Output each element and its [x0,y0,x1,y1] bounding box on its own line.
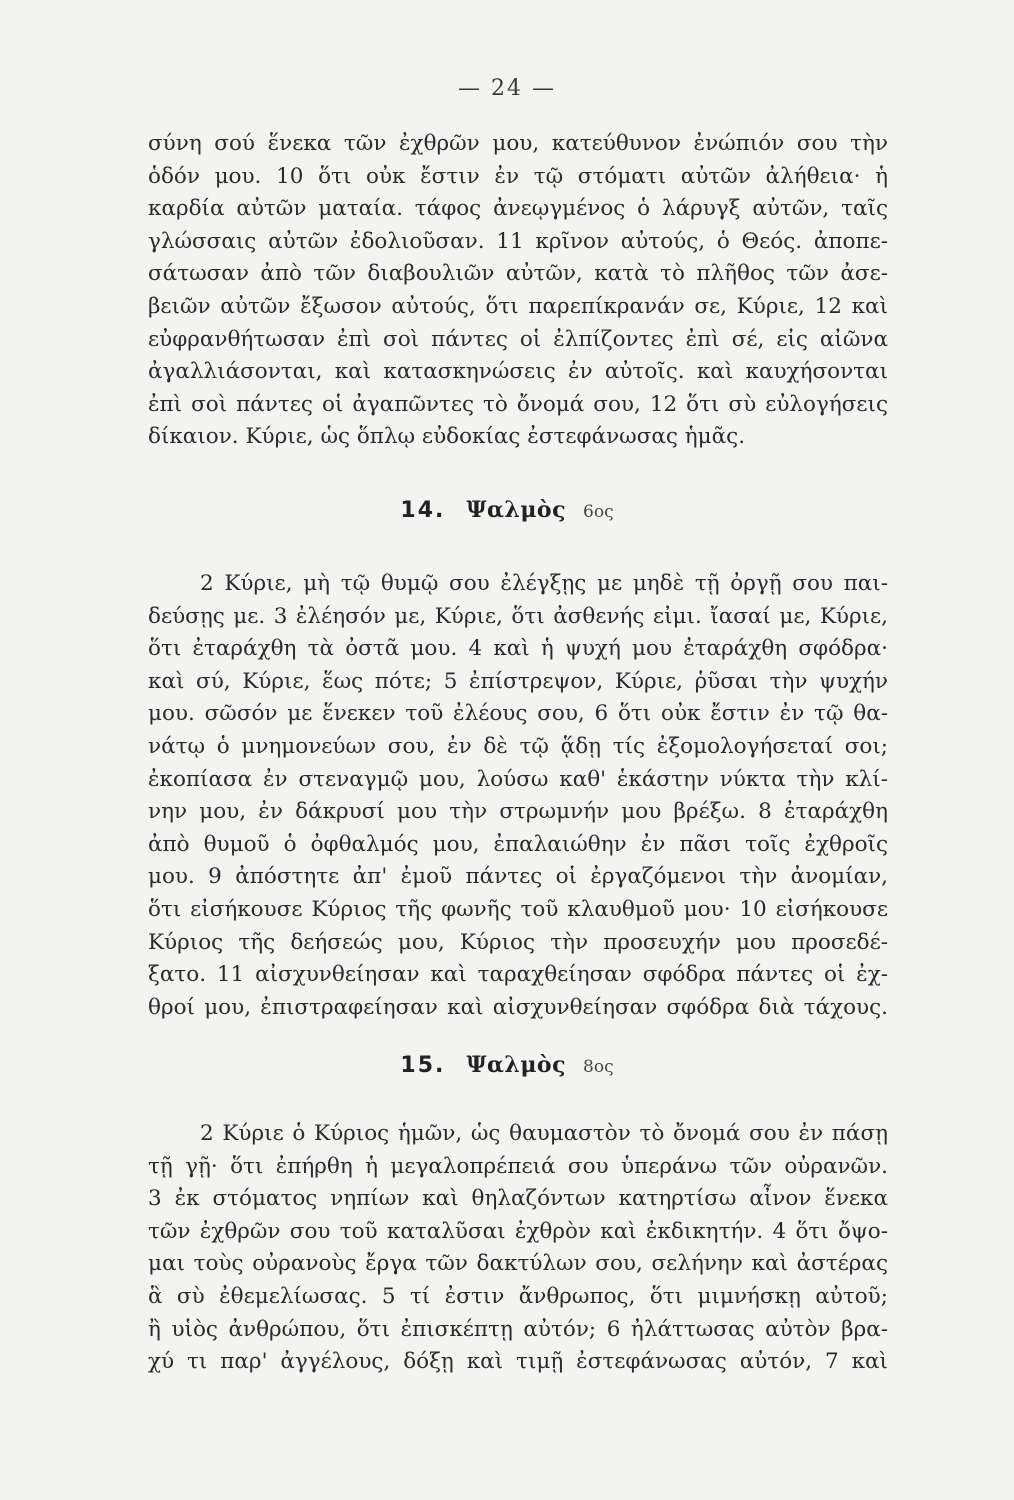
text-line: ἐκοπίασα ἐν στεναγμῷ μου, λούσω καθ' ἑκάστην νύκτα τὴν κλί- [148,766,888,792]
text-line: γλώσσαις αὐτῶν ἐδολιοῦσαν. 11 κρῖνον αὐτούς, ὁ Θεός. ἀποπε- [148,228,888,254]
section-heading-15 [0,1052,1014,1078]
section-number: 14. [400,498,446,523]
text-line: δίκαιον. Κύριε, ὡς ὅπλῳ εὐδοκίας ἐστεφάνωσας ἡμᾶς. [148,424,746,450]
text-line: ἃ σὺ ἐθεμελίωσας. 5 τί ἐστιν ἄνθρωπος, ὅτι μιμνήσκῃ αὐτοῦ; [148,1283,888,1309]
text-line: ὅτι ἐταράχθη τὰ ὀστᾶ μου. 4 καὶ ἡ ψυχή μου ἐταράχθη σφόδρα· [148,636,888,662]
text-line: εὐφρανθήτωσαν ἐπὶ σοὶ πάντες οἱ ἐλπίζοντες ἐπὶ σέ, εἰς αἰῶνα [148,326,888,352]
text-line: σάτωσαν ἀπὸ τῶν διαβουλιῶν αὐτῶν, κατὰ τὸ πλῆθος τῶν ἀσε- [148,261,888,287]
text-line: ἀπὸ θυμοῦ ὁ ὀφθαλμός μου, ἐπαλαιώθην ἐν πᾶσι τοῖς ἐχθροῖς [148,831,888,857]
text-line: ὅτι εἰσήκουσε Κύριος τῆς φωνῆς τοῦ κλαυθμοῦ μου· 10 εἰσήκουσε [148,896,888,922]
text-line: 2 Κύριε ὁ Κύριος ἡμῶν, ὡς θαυμαστὸν τὸ ὄνομά σου ἐν πάσῃ [200,1121,888,1146]
text-line: δεύσῃς με. 3 ἐλέησόν με, Κύριε, ὅτι ἀσθενής εἰμι. ἴασαί με, Κύριε, [148,603,888,629]
section-title: Ψαλμὸς [466,497,567,523]
text-line: νην μου, ἐν δάκρυσί μου τὴν στρωμνήν μου βρέξω. 8 ἐταράχθη [148,799,888,825]
text-line: καὶ σύ, Κύριε, ἕως πότε; 5 ἐπίστρεψον, Κύριε, ῥῦσαι τὴν ψυχήν [148,668,888,694]
section-ordinal: 8ος [583,1057,614,1077]
text-line: ἐπὶ σοὶ πάντες οἱ ἀγαπῶντες τὸ ὄνομά σου, 12 ὅτι σὺ εὐλογήσεις [148,391,888,417]
text-line: ἢ υἱὸς ἀνθρώπου, ὅτι ἐπισκέπτῃ αὐτόν; 6 ἠλάττωσας αὐτὸν βρα- [148,1316,888,1342]
text-line: τῇ γῇ· ὅτι ἐπήρθη ἡ μεγαλοπρέπειά σου ὑπεράνω τῶν οὐρανῶν. [148,1153,888,1179]
text-block-psalm-8 [148,1118,888,1379]
text-line: 3 ἐκ στόματος νηπίων καὶ θηλαζόντων κατηρτίσω αἶνον ἕνεκα [148,1186,888,1212]
text-line: χύ τι παρ' ἀγγέλους, δόξῃ καὶ τιμῇ ἐστεφάνωσας αὐτόν, 7 καὶ [148,1349,888,1375]
text-block-psalm-6 [148,568,888,1024]
page-number: — 24 — [458,76,556,101]
text-line: θροί μου, ἐπιστραφείησαν καὶ αἰσχυνθείησαν σφόδρα διὰ τάχους. [148,994,888,1020]
text-line: μου. σῶσόν με ἕνεκεν τοῦ ἐλέους σου, 6 ὅτι οὐκ ἔστιν ἐν τῷ θα- [148,701,888,727]
text-line: τῶν ἐχθρῶν σου τοῦ καταλῦσαι ἐχθρὸν καὶ ἐκδικητήν. 4 ὅτι ὄψο- [148,1218,888,1244]
text-line: νάτῳ ὁ μνημονεύων σου, ἐν δὲ τῷ ᾅδῃ τίς ἐξομολογήσεταί σοι; [148,733,888,759]
section-ordinal: 6ος [583,502,614,522]
text-block-psalm-5-end [148,128,888,454]
section-title: Ψαλμὸς [466,1052,567,1078]
text-line: Κύριος τῆς δεήσεώς μου, Κύριος τὴν προσευχήν μου προσεδέ- [148,929,888,955]
section-heading-14 [0,497,1014,523]
text-line: μου. 9 ἀπόστητε ἀπ' ἐμοῦ πάντες οἱ ἐργαζόμενοι τὴν ἀνομίαν, [148,864,888,890]
text-line: ὁδόν μου. 10 ὅτι οὐκ ἔστιν ἐν τῷ στόματι αὐτῶν ἀλήθεια· ἡ [148,163,888,189]
text-line: βειῶν αὐτῶν ἔξωσον αὐτούς, ὅτι παρεπίκρανάν σε, Κύριε, 12 καὶ [148,293,888,319]
section-number: 15. [400,1053,446,1078]
text-line: καρδία αὐτῶν ματαία. τάφος ἀνεῳγμένος ὁ λάρυγξ αὐτῶν, ταῖς [148,196,888,222]
text-line: ξατο. 11 αἰσχυνθείησαν καὶ ταραχθείησαν σφόδρα πάντες οἱ ἐχ- [148,962,888,988]
text-line: σύνη σού ἕνεκα τῶν ἐχθρῶν μου, κατεύθυνον ἐνώπιόν σου τὴν [148,131,888,156]
text-line: μαι τοὺς οὐρανοὺς ἔργα τῶν δακτύλων σου, σελήνην καὶ ἀστέρας [148,1251,888,1277]
text-line: 2 Κύριε, μὴ τῷ θυμῷ σου ἐλέγξῃς με μηδὲ τῇ ὀργῇ σου παι- [200,571,888,596]
text-line: ἀγαλλιάσονται, καὶ κατασκηνώσεις ἐν αὐτοῖς. καὶ καυχήσονται [148,359,888,385]
